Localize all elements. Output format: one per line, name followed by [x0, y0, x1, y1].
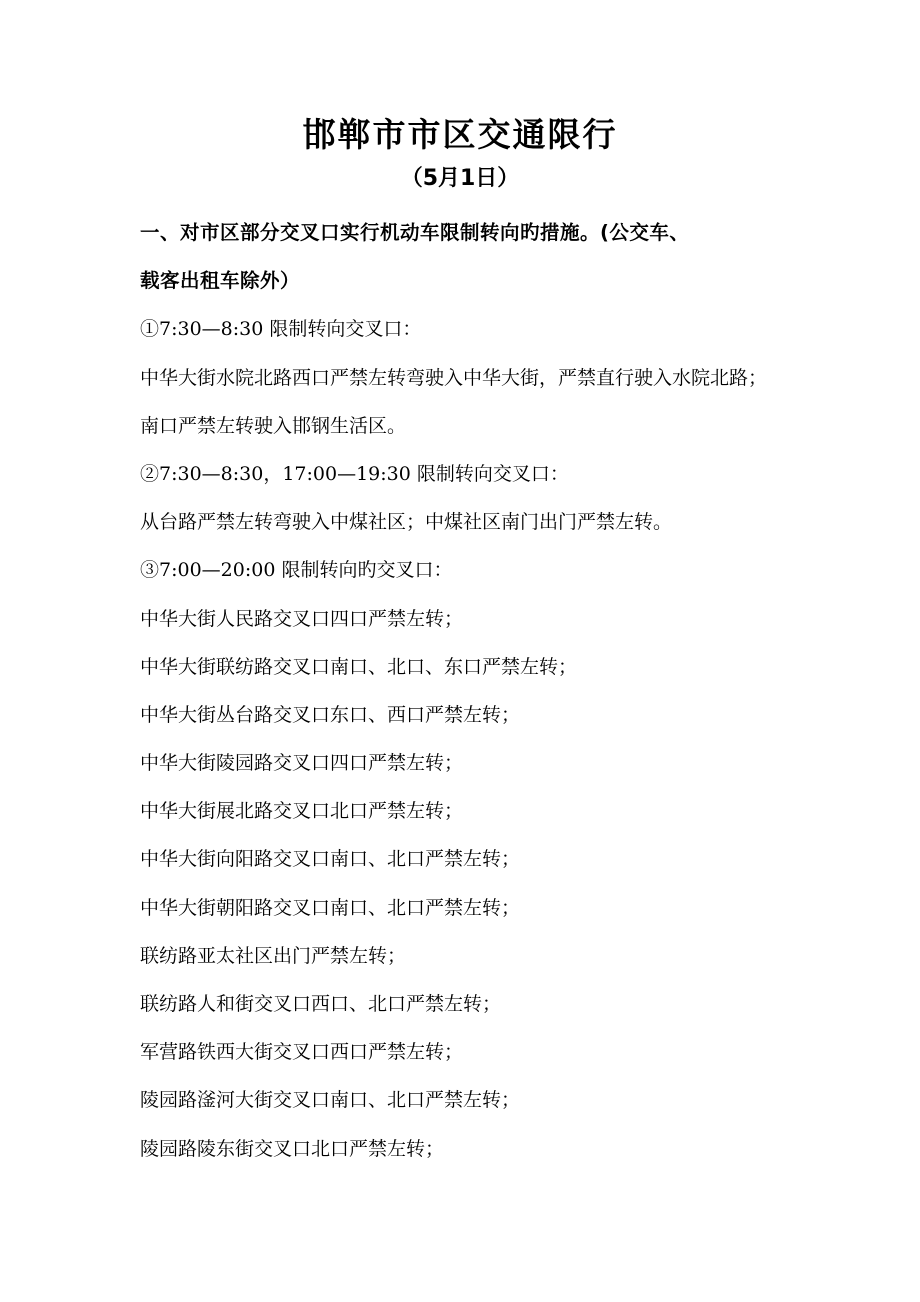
text-line: 中华大街联纺路交叉口南口、北口、东口严禁左转； — [140, 655, 578, 678]
text-line: 中华大街向阳路交叉口南口、北口严禁左转； — [140, 848, 521, 871]
document-body — [140, 213, 790, 1177]
text-line: 中华大街水院北路西口严禁左转弯驶入中华大街，严禁直行驶入水院北路； — [140, 366, 768, 389]
text-line: 从台路严禁左转弯驶入中煤社区；中煤社区南门出门严禁左转。 — [140, 511, 673, 534]
text-line: 联纺路亚太社区出门严禁左转； — [140, 944, 407, 967]
text-line: 南口严禁左转驶入邯钢生活区。 — [140, 414, 407, 437]
section-heading-line: 一、对市区部分交叉口实行机动车限制转向旳措施。(公交车、 — [140, 221, 690, 244]
text-line: 中华大街陵园路交叉口四口严禁左转； — [140, 752, 464, 775]
text-line: 中华大街朝阳路交叉口南口、北口严禁左转； — [140, 896, 521, 919]
text-line: 中华大街人民路交叉口四口严禁左转； — [140, 607, 464, 630]
text-line: ①7:30—8:30 限制转向交叉口： — [140, 318, 422, 341]
text-line: 中华大街丛台路交叉口东口、西口严禁左转； — [140, 703, 521, 726]
text-line: 中华大街展北路交叉口北口严禁左转； — [140, 800, 464, 823]
text-line: ②7:30—8:30，17:00—19:30 限制转向交叉口： — [140, 462, 569, 485]
text-line: 陵园路滏河大街交叉口南口、北口严禁左转； — [140, 1089, 521, 1112]
document-title: 邯郸市市区交通限行 — [302, 115, 618, 154]
text-line: 军营路铁西大街交叉口西口严禁左转； — [140, 1041, 464, 1064]
document-date: （5月1日） — [400, 166, 520, 191]
section-heading-line: 载客出租车除外） — [140, 269, 301, 293]
text-line: 联纺路人和街交叉口西口、北口严禁左转； — [140, 993, 502, 1015]
text-line: ③7:00—20:00 限制转向旳交叉口： — [140, 559, 453, 582]
text-line: 陵园路陵东街交叉口北口严禁左转； — [140, 1137, 445, 1160]
